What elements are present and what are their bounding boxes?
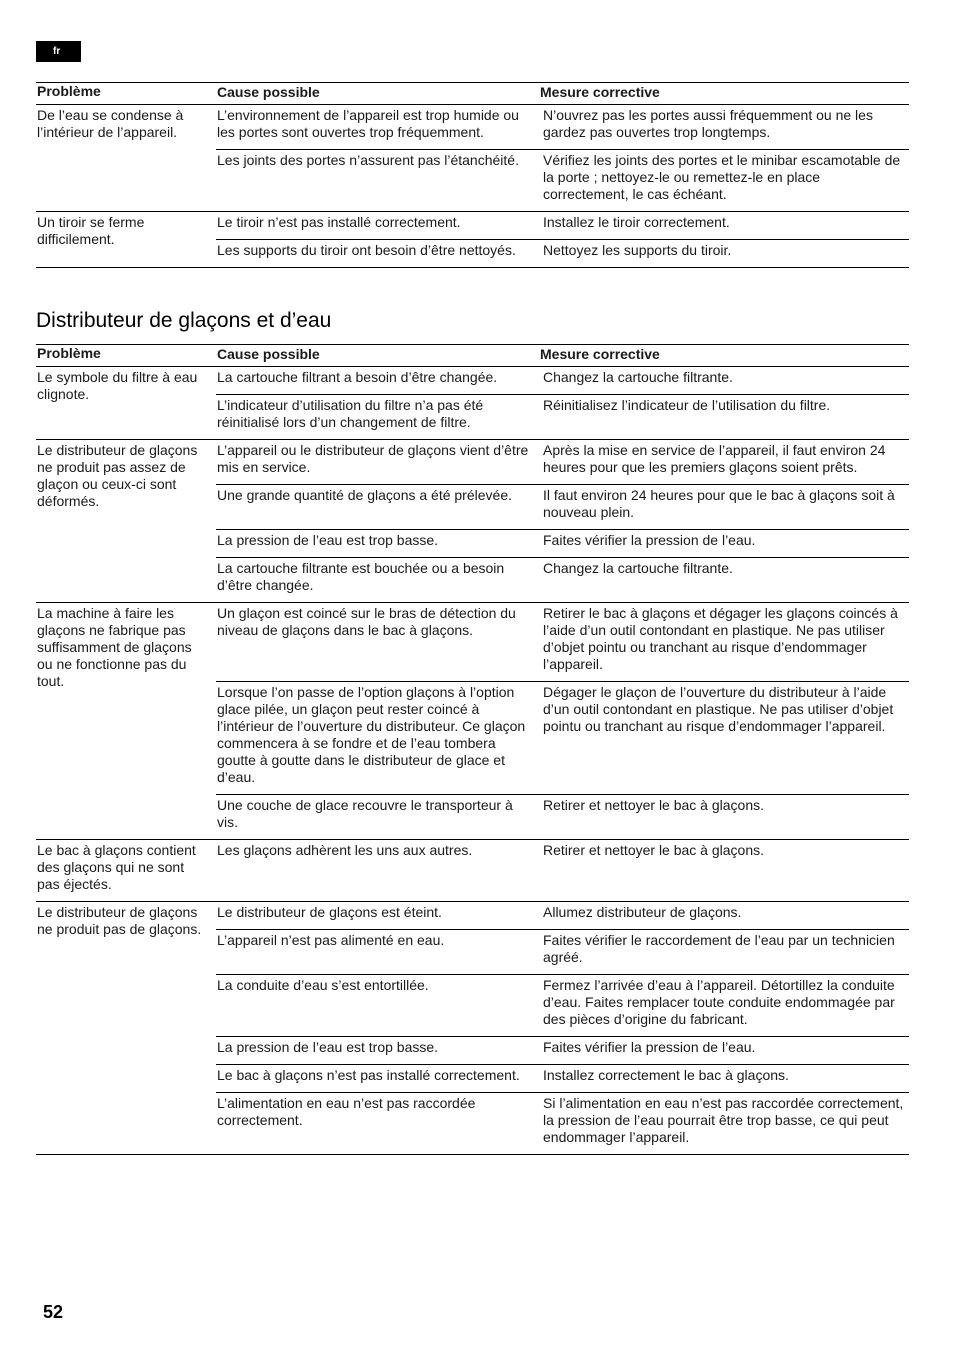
rule-cell	[36, 268, 909, 269]
problem-cell: Le bac à glaçons contient des glaçons qui ne sont pas éjectés.	[36, 840, 216, 902]
cause-cell: La pression de l’eau est trop basse.	[216, 1037, 539, 1065]
fix-cell: Nettoyez les supports du tiroir.	[539, 240, 909, 268]
fix-cell: Après la mise en service de l’appareil, il faut environ 24 heures pour que les premiers glaçons soient prêts.	[539, 440, 909, 485]
problem-cell: Le symbole du filtre à eau clignote.	[36, 367, 216, 440]
fix-cell: Retirer et nettoyer le bac à glaçons.	[539, 840, 909, 902]
fix-cell: Retirer et nettoyer le bac à glaçons.	[539, 795, 909, 840]
header-fix: Mesure corrective	[540, 346, 660, 362]
table-body	[36, 105, 909, 269]
cause-cell: L’indicateur d’utilisation du filtre n’a pas été réinitialisé lors d’un changement de filtre.	[216, 395, 539, 440]
cause-cell: Une couche de glace recouvre le transporteur à vis.	[216, 795, 539, 840]
fix-cell: N’ouvrez pas les portes aussi fréquemment ou ne les gardez pas ouvertes trop longtemps.	[539, 105, 909, 150]
table-body	[36, 367, 909, 1156]
problem-cell: De l’eau se condense à l’intérieur de l’appareil.	[36, 105, 216, 212]
fix-cell: Fermez l’arrivée d’eau à l’appareil. Détortillez la conduite d’eau. Faites remplacer toute conduite endommagée par des pièces d’origine du fabricant.	[539, 975, 909, 1037]
fix-cell: Il faut environ 24 heures pour que le bac à glaçons soit à nouveau plein.	[539, 485, 909, 530]
table-row	[36, 212, 909, 240]
cause-cell: Un glaçon est coincé sur le bras de détection du niveau de glaçons dans le bac à glaçons.	[216, 603, 539, 682]
fix-cell: Vérifiez les joints des portes et le minibar escamotable de la porte ; nettoyez-le ou remettez-le en place correctement, le cas échéant.	[539, 150, 909, 212]
fix-cell: Changez la cartouche filtrante.	[539, 367, 909, 395]
table-bottom-rule	[36, 268, 909, 269]
troubleshooting-table-general	[36, 82, 909, 268]
cause-cell: Les supports du tiroir ont besoin d’être nettoyés.	[216, 240, 539, 268]
table-row	[36, 603, 909, 682]
table-row	[36, 367, 909, 395]
header-problem: Problème	[37, 345, 101, 361]
cause-cell: L’appareil n’est pas alimenté en eau.	[216, 930, 539, 975]
fix-cell: Faites vérifier le raccordement de l’eau par un technicien agréé.	[539, 930, 909, 975]
header-cause: Cause possible	[217, 346, 320, 362]
cause-cell: Les glaçons adhèrent les uns aux autres.	[216, 840, 539, 902]
problem-cell: Un tiroir se ferme difficilement.	[36, 212, 216, 268]
cause-cell: La pression de l’eau est trop basse.	[216, 530, 539, 558]
cause-cell: Les joints des portes n’assurent pas l’étanchéité.	[216, 150, 539, 212]
table-row	[36, 105, 909, 150]
header-cause: Cause possible	[217, 84, 320, 100]
fix-cell: Dégager le glaçon de l’ouverture du distributeur à l’aide d’un outil contondant en plastique. Ne pas utiliser d’objet pointu ou tranchant au risque d’endommager l’appareil.	[539, 682, 909, 795]
header-problem: Problème	[37, 83, 101, 99]
language-badge: fr	[36, 41, 81, 62]
fix-cell: Installez le tiroir correctement.	[539, 212, 909, 240]
cause-cell: Le bac à glaçons n’est pas installé correctement.	[216, 1065, 539, 1093]
cause-cell: L’alimentation en eau n’est pas raccordée correctement.	[216, 1093, 539, 1155]
table-bottom-rule	[36, 1155, 909, 1156]
table-row	[36, 840, 909, 902]
problem-cell: La machine à faire les glaçons ne fabrique pas suffisamment de glaçons ou ne fonctionne pas du tout.	[36, 603, 216, 840]
fix-cell: Retirer le bac à glaçons et dégager les glaçons coincés à l’aide d’un outil contondant en plastique. Ne pas utiliser d’objet pointu ou tranchant au risque d’endommager l’appareil.	[539, 603, 909, 682]
fix-cell: Si l’alimentation en eau n’est pas raccordée correctement, la pression de l’eau pourrait être trop basse, ce qui peut endommager l’appareil.	[539, 1093, 909, 1155]
page-number: 52	[43, 1302, 64, 1322]
header-fix: Mesure corrective	[540, 84, 660, 100]
section-title: Distributeur de glaçons et d’eau	[36, 309, 332, 332]
cause-cell: La cartouche filtrant a besoin d’être changée.	[216, 367, 539, 395]
fix-cell: Changez la cartouche filtrante.	[539, 558, 909, 603]
table-row	[36, 902, 909, 930]
cause-cell: Le tiroir n’est pas installé correctement.	[216, 212, 539, 240]
cause-cell: L’environnement de l’appareil est trop humide ou les portes sont ouvertes trop fréquemment.	[216, 105, 539, 150]
fix-cell: Réinitialisez l’indicateur de l’utilisation du filtre.	[539, 395, 909, 440]
problem-cell: Le distributeur de glaçons ne produit pas assez de glaçon ou ceux-ci sont déformés.	[36, 440, 216, 603]
cause-cell: Le distributeur de glaçons est éteint.	[216, 902, 539, 930]
problem-cell: Le distributeur de glaçons ne produit pas de glaçons.	[36, 902, 216, 1155]
fix-cell: Allumez distributeur de glaçons.	[539, 902, 909, 930]
cause-cell: La conduite d’eau s’est entortillée.	[216, 975, 539, 1037]
troubleshooting-table-ice-dispenser	[36, 344, 909, 1155]
table-row	[36, 440, 909, 485]
cause-cell: La cartouche filtrante est bouchée ou a besoin d’être changée.	[216, 558, 539, 603]
cause-cell: L’appareil ou le distributeur de glaçons vient d’être mis en service.	[216, 440, 539, 485]
fix-cell: Faites vérifier la pression de l’eau.	[539, 1037, 909, 1065]
fix-cell: Faites vérifier la pression de l’eau.	[539, 530, 909, 558]
rule-cell	[36, 1155, 909, 1156]
cause-cell: Lorsque l’on passe de l’option glaçons à l’option glace pilée, un glaçon peut rester coincé à l’intérieur de l’ouverture du distributeur. Ce glaçon commencera à se fondre et de l’eau tombera goutte à goutte dans le distributeur de glace et d’eau.	[216, 682, 539, 795]
fix-cell: Installez correctement le bac à glaçons.	[539, 1065, 909, 1093]
cause-cell: Une grande quantité de glaçons a été prélevée.	[216, 485, 539, 530]
